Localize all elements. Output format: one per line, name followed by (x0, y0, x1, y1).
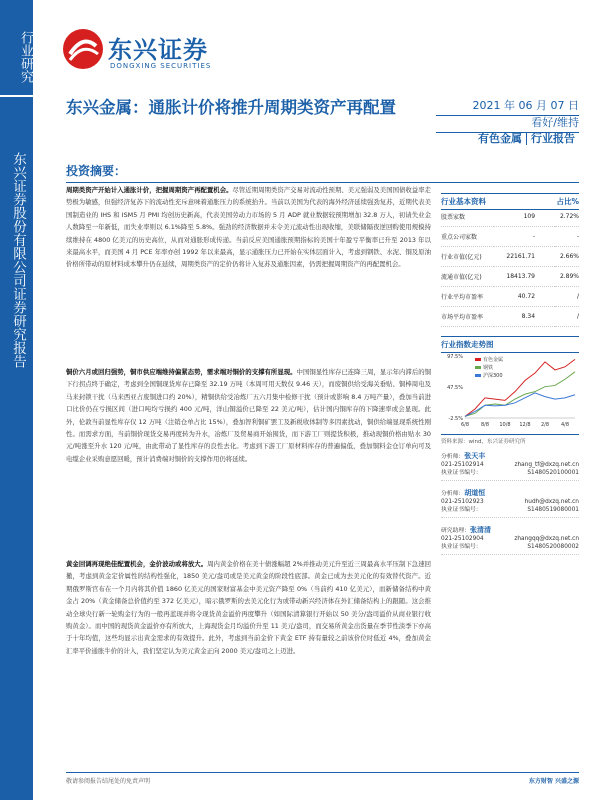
report-date: 2021 年 06 月 07 日 (436, 97, 579, 116)
legend-swatch (475, 366, 481, 369)
basic-info-value: 8.34 (494, 307, 555, 327)
x-tick-label: 2/8 (540, 422, 550, 428)
basic-info-label: 市场平均市盈率 (441, 307, 494, 327)
basic-info-label: 行业平均市盈率 (441, 287, 494, 307)
cert-number: S1480520100001 (527, 470, 579, 476)
analyst-role: 分析师： (441, 454, 465, 460)
logo-name: 东兴证券 (108, 36, 208, 64)
basic-info-table (441, 207, 579, 327)
sidebar (0, 0, 33, 800)
basic-info-pct: / (555, 307, 579, 327)
analyst-email[interactable]: zhangqq@dxzq.net.cn (514, 536, 579, 542)
logo-english: DONGXING SECURITIES (110, 62, 212, 70)
paragraph-3 (66, 558, 431, 657)
basic-info-pct: 2.72% (555, 207, 579, 227)
cert-label: 执业证书编号： (441, 470, 482, 476)
analyst-name: 胡道恒 (464, 489, 486, 497)
basic-info-value: - (494, 227, 555, 247)
analyst-card (441, 452, 579, 481)
x-tick-label: 6/8 (460, 422, 470, 428)
footer-disclaimer: 敬请参阅报告结尾处的免责声明 (66, 778, 151, 785)
chart-source: 资料来源：wind，东兴证券研究所 (441, 434, 579, 445)
basic-info-row (441, 207, 579, 227)
summary-heading: 投资摘要： (66, 162, 579, 183)
paragraph-2-lead: 铜价六月或回归强势，铜市供应端维持偏紧态势，需求端对铜价的支撑有所显现。 (66, 368, 297, 376)
analyst-role: 分析师： (441, 491, 465, 497)
index-chart (441, 352, 579, 434)
paragraph-1-text: 尽管近期周期类资产交易对流动性预期、美元强弱及美国国债收益率走势极为敏感，但强经济复苏下的流动性充斥意味着通胀压力的系统抬升。当前以美国为代表的海外经济延续强劲复苏，近期代表美国制造业的 IHS 和 ISM5 月 PMI 均创历史新高，代表美国劳动力市场的 5 月 ADP 就业数据较预期增加 32.8 万人，初请失业金人数降至一年新低，而失业率则以 6.1%降至 5.8%。强劲的经济数据并未令美元流动性出现收缩，美联储隔夜逆回购使用规模持续维持在 4800 亿美元的历史高位，从而对通胀形成传递。当前反应美国通胀预期指标的美国十年盈亏平衡率已升至 2013 年以来最高水平，而美国 4 月 PCE 年率亦创 1992 年以来最高，显示通胀压力已开始在实体层面计入，考虑到钢铁、水泥、铜及原油价格所带动的原材料成本攀升仍在延续，周期类资产的定价仍将计入复苏及通胀因素，仍需把握周期资产的再配置机会。 (66, 186, 432, 269)
logo-icon (62, 28, 104, 74)
tags (436, 130, 579, 146)
report-title: 东兴金属：通胀计价将推升周期类资产再配置 (66, 98, 396, 117)
analyst-email[interactable]: zhang_tf@dxzq.net.cn (514, 462, 579, 468)
basic-info-title: 行业基本资料 (441, 197, 486, 206)
legend-label: 沪深300 (483, 373, 503, 379)
legend-label: 钢铁 (483, 365, 494, 371)
pct-header: 占比% (556, 197, 579, 206)
paragraph-2 (66, 366, 431, 465)
paragraph-3-text: 周内黄金价格在美十债涨幅超 2%并推动美元升至近三周最高水平压制下急速回撤，考虑到黄金定价属性的结构性强化，1850 美元/盎司或是美元黄金的阶段性底部。黄金已成为去美元化的有效替代资产。近期俄罗斯官布在一个月内将其价值 1860 亿美元的国家财富基金中美元资产降至 0%（当前约 410 亿美元），而新储备结构中黄金占 20%（黄金储备总价值约至 372 亿美元），暗示俄罗斯的去美元化行为或带动新兴经济体在外汇储备结构上的跟随。这会推动全球央行新一轮购金行为的一般再蓝现并将令现货黄金溢价再度攀升（如国际清算银行开始以 50 美分/盎司溢价从商业银行收购黄金）。而中国的现货黄金溢价亦有所放大，上海现货金月均溢价升至 11 美元/盎司，而交易所黄金出货量在季节性淡季下亦高于十年均值，这些均显示出黄金需求的有效提升。此外，考虑到当前金价下黄金 ETF 持有量较之前该价位时低近 4%，叠加黄金汇率平价通胀牛价的计入，我们坚定认为美元黄金正向 2000 美元/盎司之上迈进。 (66, 560, 431, 655)
analyst-card (441, 526, 579, 555)
basic-info-pct: / (555, 287, 579, 307)
analyst-phone: 021-25102904 (441, 536, 484, 542)
footer-slogan: 东方财智 兴盛之源 (528, 778, 579, 785)
series-line-1 (465, 372, 575, 417)
cert-number: S1480520080002 (527, 544, 579, 550)
y-tick-label: 97.5% (447, 354, 463, 360)
basic-info-row (441, 247, 579, 267)
x-tick-label: 10/8 (499, 422, 511, 428)
footer (66, 772, 579, 785)
paragraph-1-lead: 周期类资产开始计入通胀计价，把握周期资产再配置机会。 (66, 186, 233, 194)
basic-info-row (441, 227, 579, 247)
basic-info-label: 股票家数 (441, 207, 494, 227)
legend-swatch (475, 358, 481, 361)
analyst-email[interactable]: hudh@dxzq.net.cn (524, 499, 579, 505)
chart-heading: 行业指数走势图 (441, 336, 579, 353)
paragraph-1 (66, 184, 431, 271)
cert-number: S1480519080001 (527, 507, 579, 513)
basic-info-row (441, 307, 579, 327)
basic-info-value: 18413.79 (494, 267, 555, 287)
basic-info-pct: 2.89% (555, 267, 579, 287)
legend-swatch (475, 374, 481, 377)
tag-report: 行业报告 (526, 132, 579, 145)
sidebar-divider (0, 95, 33, 97)
paragraph-3-lead: 黄金回调再现绝佳配置机会，金价波动或将放大。 (66, 560, 208, 568)
sidebar-bottom-label: 东兴证券股份有限公司证券研究报告 (10, 152, 26, 368)
basic-info-label: 流通市值(亿元) (441, 267, 494, 287)
analyst-name: 张清清 (470, 526, 491, 534)
paragraph-2-text: 中国铜显性库存已连降三周，显示年内滞后的铜下行拐点终于确定，考虑到全国铜现货库存已降至 32.19 万吨（本周可用天数仅 9.46 天），而废铜供给受海关垂贴、铜棒周电及马来封锁干扰（马来西亚占废铜进口约 20%），精铜供给受冶炼厂五六月集中检修干扰（预计或影响 8.4 万吨产量），叠加当前进口比价仍在亏损区间（进口吨均亏损约 400 元/吨，洋山铜溢价已降至 22 美元/吨），估计国内铜库存的下降速率或会显现。此外，伦敦当前显性库存仅 12 万吨（注销仓单占比 15%），叠加智利铜矿罢工及新税收体制等多因素扰动，铜供给端显现系统性刚性。而需求方面，当前铜价现货交易再度转为升水，冶炼厂及贸易商开始囤货，而下游工厂则提货积极，推动现铜价格由贴水 30 元/吨涨至升水 120 元/吨，由此带动了显性库存的良性去化。考虑到下游工厂原材料库存的普遍偏低，叠加铜料金仓订单向可及电缆企业采购意愿回暖，预计消费端对铜价的支撑作用仍将延续。 (66, 368, 432, 463)
y-tick-label: 47.5% (447, 385, 463, 391)
legend-label: 有色金属 (483, 357, 504, 363)
y-tick-label: -2.5% (448, 416, 463, 422)
sidebar-top-label: 行业研究 (0, 0, 33, 95)
x-tick-label: 12/8 (519, 422, 531, 428)
x-tick-label: 4/8 (560, 422, 570, 428)
tag-industry: 有色金属 (478, 132, 522, 145)
basic-info-label: 重点公司家数 (441, 227, 494, 247)
analyst-phone: 021-25102923 (441, 499, 484, 505)
cert-label: 执业证书编号： (441, 507, 482, 513)
analyst-phone: 021-25102914 (441, 462, 484, 468)
basic-info-pct: - (555, 227, 579, 247)
basic-info-value: 22161.71 (494, 247, 555, 267)
x-tick-label: 8/8 (480, 422, 490, 428)
basic-info-pct: 2.66% (555, 247, 579, 267)
basic-info-row (441, 267, 579, 287)
analyst-role: 研究助理： (441, 528, 470, 534)
analyst-name: 张天丰 (464, 452, 486, 460)
basic-info-row (441, 287, 579, 307)
basic-info-label: 行业市值(亿元) (441, 247, 494, 267)
basic-info-value: 109 (494, 207, 555, 227)
analyst-list (441, 452, 579, 563)
analyst-card (441, 489, 579, 518)
cert-label: 执业证书编号： (441, 544, 482, 550)
rating: 看好/维持 (436, 114, 579, 133)
basic-info-value: 40.72 (494, 287, 555, 307)
